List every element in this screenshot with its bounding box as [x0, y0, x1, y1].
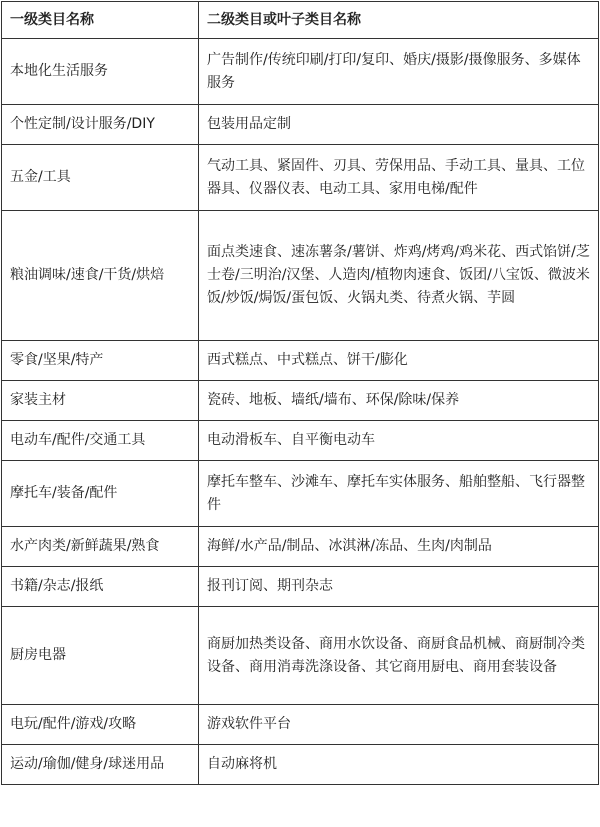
secondary-category-cell: 气动工具、紧固件、刃具、劳保用品、手动工具、量具、工位器具、仪器仪表、电动工具、家用电梯/配件 — [199, 145, 599, 211]
primary-category-cell: 本地化生活服务 — [2, 39, 199, 105]
table-row — [2, 381, 599, 421]
secondary-category-cell: 包装用品定制 — [199, 105, 599, 145]
primary-category-cell: 书籍/杂志/报纸 — [2, 567, 199, 607]
secondary-category-cell: 面点类速食、速冻薯条/薯饼、炸鸡/烤鸡/鸡米花、西式馅饼/芝士卷/三明治/汉堡、人造肉/植物肉速食、饭团/八宝饭、微波米饭/炒饭/焗饭/蛋包饭、火锅丸类、待煮火锅、芋圆 — [199, 211, 599, 341]
secondary-category-cell: 电动滑板车、自平衡电动车 — [199, 421, 599, 461]
secondary-category-cell: 商厨加热类设备、商用水饮设备、商厨食品机械、商厨制冷类设备、商用消毒洗涤设备、其它商用厨电、商用套装设备 — [199, 607, 599, 705]
primary-category-cell: 个性定制/设计服务/DIY — [2, 105, 199, 145]
secondary-category-cell: 游戏软件平台 — [199, 705, 599, 745]
table-row — [2, 341, 599, 381]
secondary-category-cell: 瓷砖、地板、墙纸/墙布、环保/除味/保养 — [199, 381, 599, 421]
table-row — [2, 607, 599, 705]
primary-category-cell: 摩托车/装备/配件 — [2, 461, 199, 527]
table-row — [2, 527, 599, 567]
table-header-row — [2, 2, 599, 39]
table-row — [2, 211, 599, 341]
header-primary-category: 一级类目名称 — [2, 2, 199, 39]
primary-category-cell: 家装主材 — [2, 381, 199, 421]
primary-category-cell: 水产肉类/新鲜蔬果/熟食 — [2, 527, 199, 567]
primary-category-cell: 电动车/配件/交通工具 — [2, 421, 199, 461]
secondary-category-cell: 海鲜/水产品/制品、冰淇淋/冻品、生肉/肉制品 — [199, 527, 599, 567]
secondary-category-cell: 报刊订阅、期刊杂志 — [199, 567, 599, 607]
table-row — [2, 145, 599, 211]
primary-category-cell: 运动/瑜伽/健身/球迷用品 — [2, 745, 199, 785]
primary-category-cell: 零食/坚果/特产 — [2, 341, 199, 381]
primary-category-cell: 厨房电器 — [2, 607, 199, 705]
table-row — [2, 705, 599, 745]
primary-category-cell: 五金/工具 — [2, 145, 199, 211]
table-row — [2, 745, 599, 785]
table-row — [2, 105, 599, 145]
primary-category-cell: 粮油调味/速食/干货/烘焙 — [2, 211, 199, 341]
header-secondary-category: 二级类目或叶子类目名称 — [199, 2, 599, 39]
secondary-category-cell: 摩托车整车、沙滩车、摩托车实体服务、船舶整船、飞行器整件 — [199, 461, 599, 527]
table-row — [2, 461, 599, 527]
primary-category-cell: 电玩/配件/游戏/攻略 — [2, 705, 199, 745]
secondary-category-cell: 西式糕点、中式糕点、饼干/膨化 — [199, 341, 599, 381]
table-row — [2, 39, 599, 105]
table-row — [2, 421, 599, 461]
table-row — [2, 567, 599, 607]
category-table — [1, 1, 599, 785]
secondary-category-cell: 广告制作/传统印刷/打印/复印、婚庆/摄影/摄像服务、多媒体服务 — [199, 39, 599, 105]
secondary-category-cell: 自动麻将机 — [199, 745, 599, 785]
